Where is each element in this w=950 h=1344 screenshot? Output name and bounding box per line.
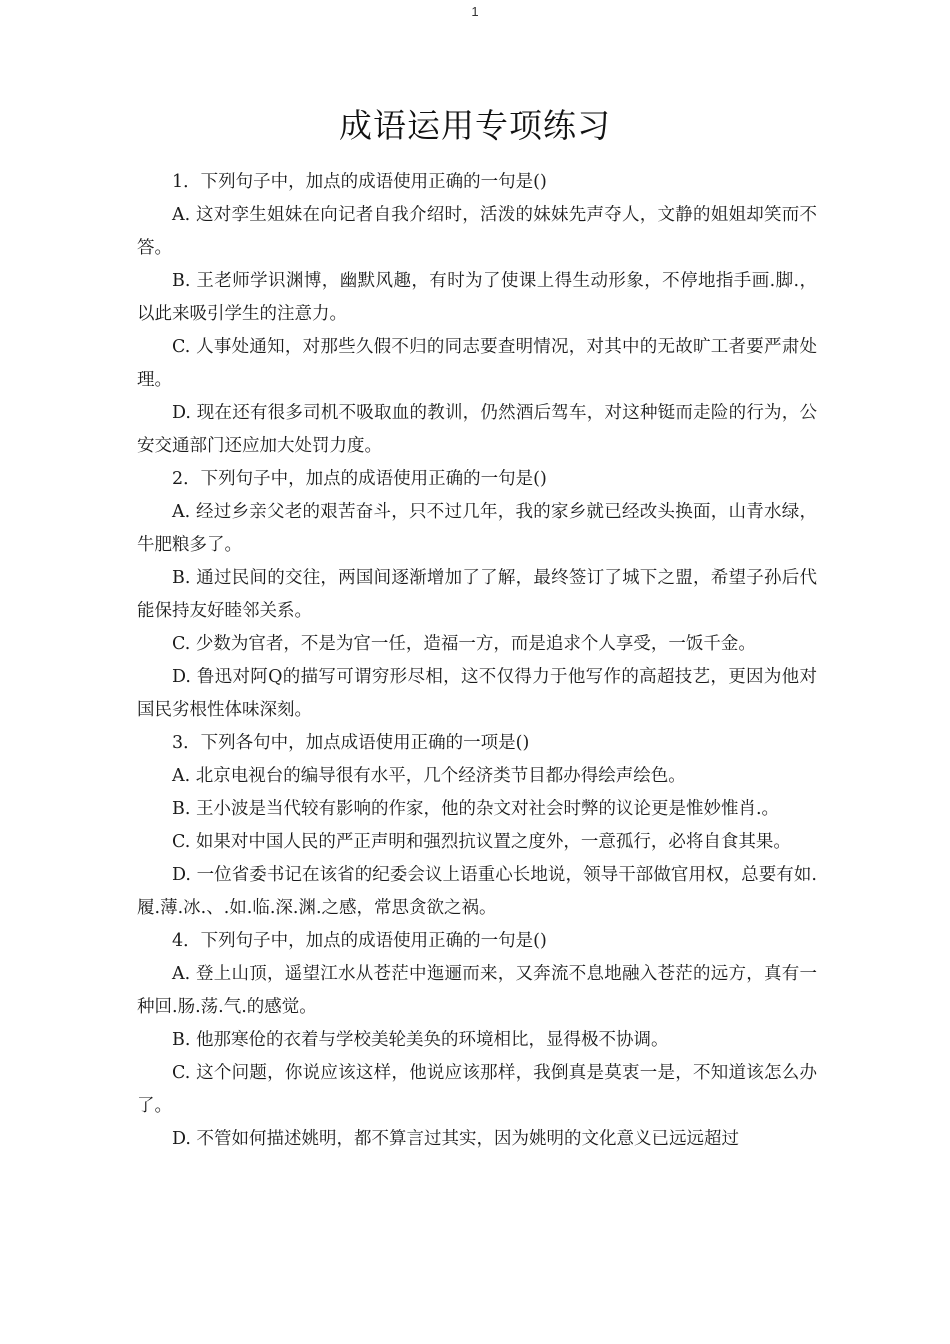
question-3-option-a: A. 北京电视台的编导很有水平，几个经济类节目都办得绘声绘色。 [172,766,686,786]
question-3-option-b: B. 王小波是当代较有影响的作家，他的杂文对社会时弊的议论更是惟妙惟肖.。 [172,799,780,819]
question-3-option-c: C. 如果对中国人民的严正声明和强烈抗议置之度外，一意孤行，必将自食其果。 [172,832,791,852]
question-4-option-c: C. 这个问题，你说应该这样，他说应该那样，我倒真是莫衷一是，不知道该怎么办了。 [137,1063,817,1116]
page-number: 1 [471,4,479,19]
question-4-stem: 4．下列句子中，加点的成语使用正确的一句是() [172,931,547,951]
question-2-option-a: A. 经过乡亲父老的艰苦奋斗，只不过几年，我的家乡就已经改头换面，山青水绿，牛肥粮多了。 [137,502,817,555]
question-1-option-b: B. 王老师学识渊博，幽默风趣，有时为了使课上得生动形象，不停地指手画.脚.，以此来吸引学生的注意力。 [137,271,817,324]
document-body [137,166,817,1156]
question-1-stem: 1．下列句子中，加点的成语使用正确的一句是() [172,172,547,192]
question-1-option-a: A. 这对孪生姐妹在向记者自我介绍时，活泼的妹妹先声夺人，文静的姐姐却笑而不答。 [137,205,817,258]
question-4-option-a: A. 登上山顶，遥望江水从苍茫中迤逦而来，又奔流不息地融入苍茫的远方，真有一种回.肠.荡.气.的感觉。 [137,964,817,1017]
question-2-option-c: C. 少数为官者，不是为官一任，造福一方，而是追求个人享受，一饭千金。 [172,634,756,654]
question-3-stem: 3．下列各句中，加点成语使用正确的一项是() [172,733,530,753]
question-3-option-d: D. 一位省委书记在该省的纪委会议上语重心长地说，领导干部做官用权，总要有如.履.薄.冰.、.如.临.深.渊.之感，常思贪欲之祸。 [137,865,817,918]
document-title: 成语运用专项练习 [339,106,611,145]
question-4-option-d: D. 不管如何描述姚明，都不算言过其实，因为姚明的文化意义已远远超过 [172,1129,740,1149]
question-2-stem: 2．下列句子中，加点的成语使用正确的一句是() [172,469,547,489]
question-1-option-d: D. 现在还有很多司机不吸取血的教训，仍然酒后驾车，对这种铤而走险的行为，公安交通部门还应加大处罚力度。 [137,403,817,456]
question-4-option-b: B. 他那寒伧的衣着与学校美轮美奂的环境相比，显得极不协调。 [172,1030,669,1050]
question-1-option-c: C. 人事处通知，对那些久假不归的同志要查明情况，对其中的无故旷工者要严肃处理。 [137,337,817,390]
question-2-option-b: B. 通过民间的交往，两国间逐渐增加了了解，最终签订了城下之盟，希望子孙后代能保持友好睦邻关系。 [137,568,817,621]
question-2-option-d: D. 鲁迅对阿Q的描写可谓穷形尽相，这不仅得力于他写作的高超技艺，更因为他对国民劣根性体味深刻。 [137,667,817,720]
